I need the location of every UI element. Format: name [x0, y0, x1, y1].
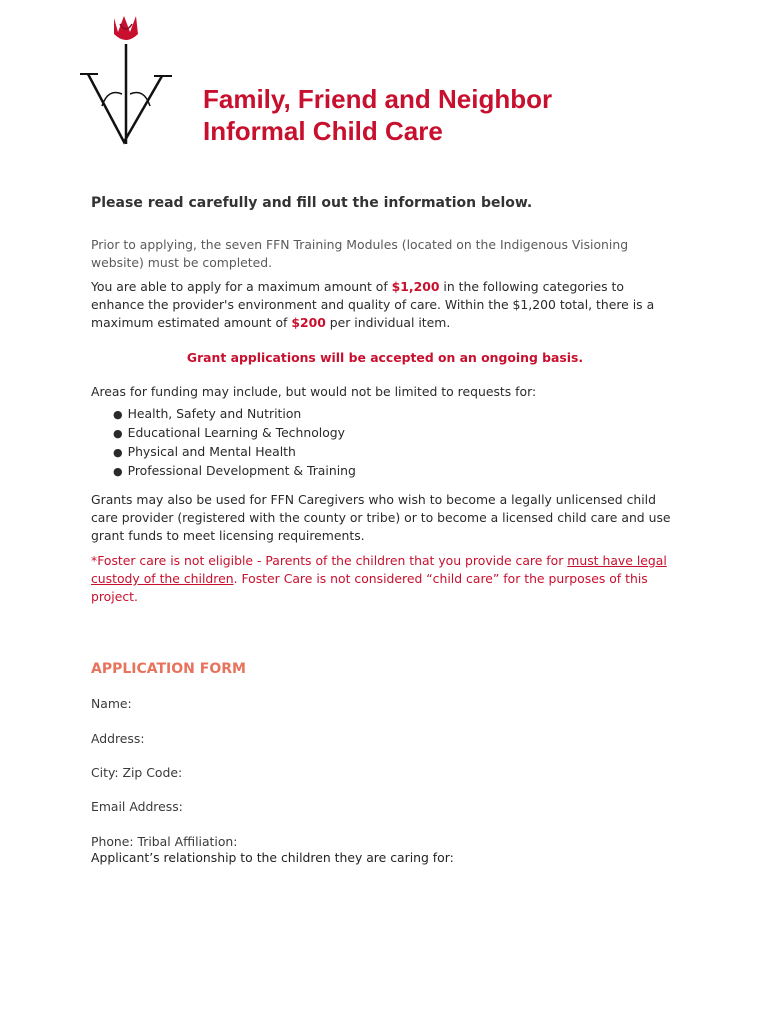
apply-amount-paragraph: You are able to apply for a maximum amount of $1,200 in the following categories to enhance the provider's environment and quality of care. Within the $1,200 total, there is a maximum estimated amount of $200 per individual item. — [91, 279, 655, 330]
page-title — [203, 83, 552, 147]
logo-tulip-v-emblem — [78, 10, 174, 150]
tulip-icon — [114, 16, 138, 40]
address-field-label: Address: — [91, 731, 145, 746]
funding-list — [113, 405, 356, 481]
instruction-heading: Please read carefully and fill out the information below. — [91, 195, 533, 211]
title-line-2: Informal Child Care — [203, 116, 443, 146]
application-form-heading: APPLICATION FORM — [91, 661, 246, 677]
name-field-label: Name: — [91, 696, 132, 711]
phone-tribal-field-label: Phone: Tribal Affiliation: — [91, 834, 238, 849]
city-zip-field-label: City: Zip Code: — [91, 765, 183, 780]
grants-paragraph: Grants may also be used for FFN Caregivers who wish to become a legally unlicensed child care provider (registered with the county or tribe) or to become a licensed child care and use grant funds to meet licensing requirements. — [91, 492, 671, 543]
item-amount: $200 — [291, 315, 326, 330]
email-field-label: Email Address: — [91, 799, 183, 814]
max-amount: $1,200 — [391, 279, 440, 294]
foster-care-notice: *Foster care is not eligible - Parents of the children that you provide care for must have legal custody of the children. Foster Care is not considered “child care” for the purposes of this project. — [91, 553, 667, 604]
prior-requirement: Prior to applying, the seven FFN Training Modules (located on the Indigenous Visioning website) must be completed. — [91, 237, 629, 270]
funding-item: ● Physical and Mental Health — [113, 443, 356, 462]
funding-item: ● Health, Safety and Nutrition — [113, 405, 356, 424]
relationship-field-label: Applicant’s relationship to the children they are caring for: — [91, 850, 454, 865]
title-line-1: Family, Friend and Neighbor — [203, 84, 553, 114]
funding-item: ● Professional Development & Training — [113, 462, 356, 481]
ongoing-basis-notice: Grant applications will be accepted on an ongoing basis. — [186, 350, 584, 365]
funding-intro: Areas for funding may include, but would not be limited to requests for: — [91, 384, 537, 399]
funding-item: ● Educational Learning & Technology — [113, 424, 356, 443]
